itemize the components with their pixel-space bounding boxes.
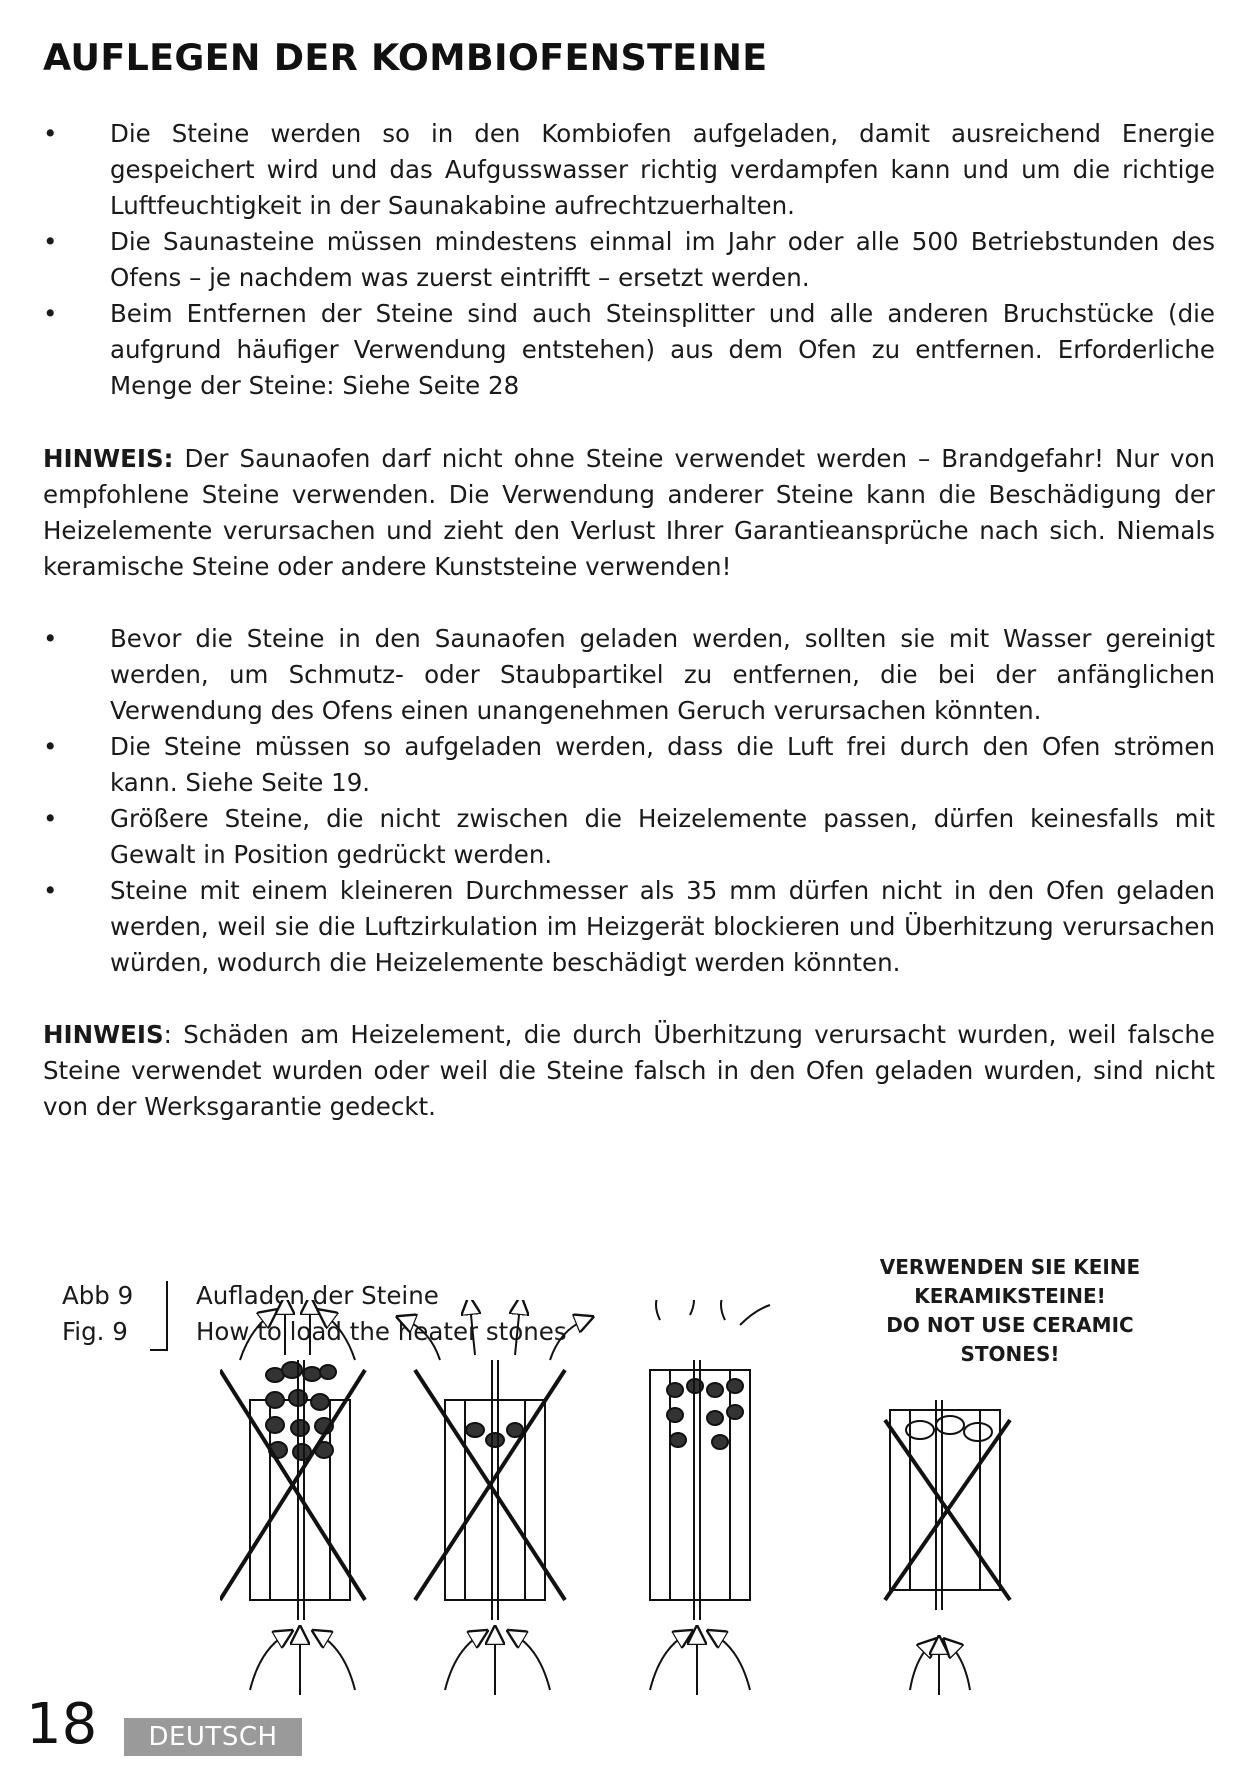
ceramic-stones-warning: VERWENDEN SIE KEINE KERAMIKSTEINE! DO NOT USE CERAMIC STONES!: [879, 1255, 1141, 1366]
bullet-icon: •: [43, 624, 58, 653]
bullet-icon: •: [43, 227, 58, 256]
language-badge: DEUTSCH: [124, 1718, 302, 1756]
hot-air-arrows-icon: [240, 1305, 585, 1360]
bullet-icon: •: [43, 732, 58, 761]
list-item: • Bevor die Steine in den Saunaofen geladen werden, sollten sie mit Wasser gereinigt werden, um Schmutz- oder Staubpartikel zu entfernen, die bei der anfänglichen Verwendung des Ofens einen unangenehmen Geruch verursachen könnten.: [43, 621, 1215, 729]
figure-caption: Aufladen der Steine How to load the heater stones: [196, 1281, 567, 1346]
bullet-icon: •: [43, 876, 58, 905]
note-label: HINWEIS: [43, 1020, 164, 1049]
bullet-icon: •: [43, 119, 58, 148]
note-label: HINWEIS:: [43, 444, 174, 473]
note-text: Der Saunaofen darf nicht ohne Steine verwendet werden – Brandgefahr! Nur von empfohlene Steine verwenden. Die Verwendung anderer Steine kann die Beschädigung der Heizelemente verursachen und zieht den Verlust Ihrer Garantieansprüche nach sich. Niemals keramische Steine oder andere Kunststeine verwenden!: [43, 444, 1215, 581]
airflow-arrows-icon: [250, 1635, 970, 1695]
heater-correct-icon: [650, 1300, 770, 1620]
bullet-icon: •: [43, 299, 58, 328]
heater-overfilled-icon: [220, 1360, 365, 1620]
list-item: • Die Steine müssen so aufgeladen werden, dass die Luft frei durch den Ofen strömen kann. Siehe Seite 19.: [43, 729, 1215, 801]
note-text: : Schäden am Heizelement, die durch Überhitzung verursacht wurden, weil falsche Steine verwendet wurden oder weil die Steine falsch in den Ofen geladen wurden, sind nicht von der Werksgarantie gedeckt.: [43, 1020, 1215, 1121]
figure-separator: [166, 1281, 168, 1351]
list-item: • Steine mit einem kleineren Durchmesser als 35 mm dürfen nicht in den Ofen geladen werden, weil sie die Luftzirkulation im Heizgerät blockieren und Überhitzung verursachen würden, wodurch die Heizelemente beschädigt werden könnten.: [43, 873, 1215, 981]
list-item: • Beim Entfernen der Steine sind auch Steinsplitter und alle anderen Bruchstücke (die aufgrund häufiger Verwendung entstehen) aus dem Ofen zu entfernen. Erforderliche Menge der Steine: Siehe Seite 28: [43, 296, 1215, 404]
bullet-icon: •: [43, 804, 58, 833]
bullet-list-preparation: [43, 621, 1215, 981]
note-warranty: [43, 1017, 1215, 1125]
figure-separator-foot: [150, 1349, 168, 1351]
bullet-list-loading: [43, 116, 1215, 404]
heater-underfilled-icon: [415, 1360, 565, 1620]
list-item: • Die Steine werden so in den Kombiofen aufgeladen, damit ausreichend Energie gespeichert wird und das Aufgusswasser richtig verdampfen kann und um die richtige Luftfeuchtigkeit in der Saunakabine aufrechtzuerhalten.: [43, 116, 1215, 224]
figure-label: Abb 9 Fig. 9: [62, 1281, 134, 1346]
list-item: • Größere Steine, die nicht zwischen die Heizelemente passen, dürfen keinesfalls mit Gewalt in Position gedrückt werden.: [43, 801, 1215, 873]
page-title: AUFLEGEN DER KOMBIOFENSTEINE: [43, 36, 768, 79]
list-item: • Die Saunasteine müssen mindestens einmal im Jahr oder alle 500 Betriebstunden des Ofens – je nachdem was zuerst eintrifft – ersetzt werden.: [43, 224, 1215, 296]
note-fire-hazard: [43, 441, 1215, 585]
page-number: 18: [26, 1692, 98, 1757]
heater-stones-illustration: [220, 1300, 1040, 1700]
heater-ceramic-icon: [885, 1400, 1010, 1610]
